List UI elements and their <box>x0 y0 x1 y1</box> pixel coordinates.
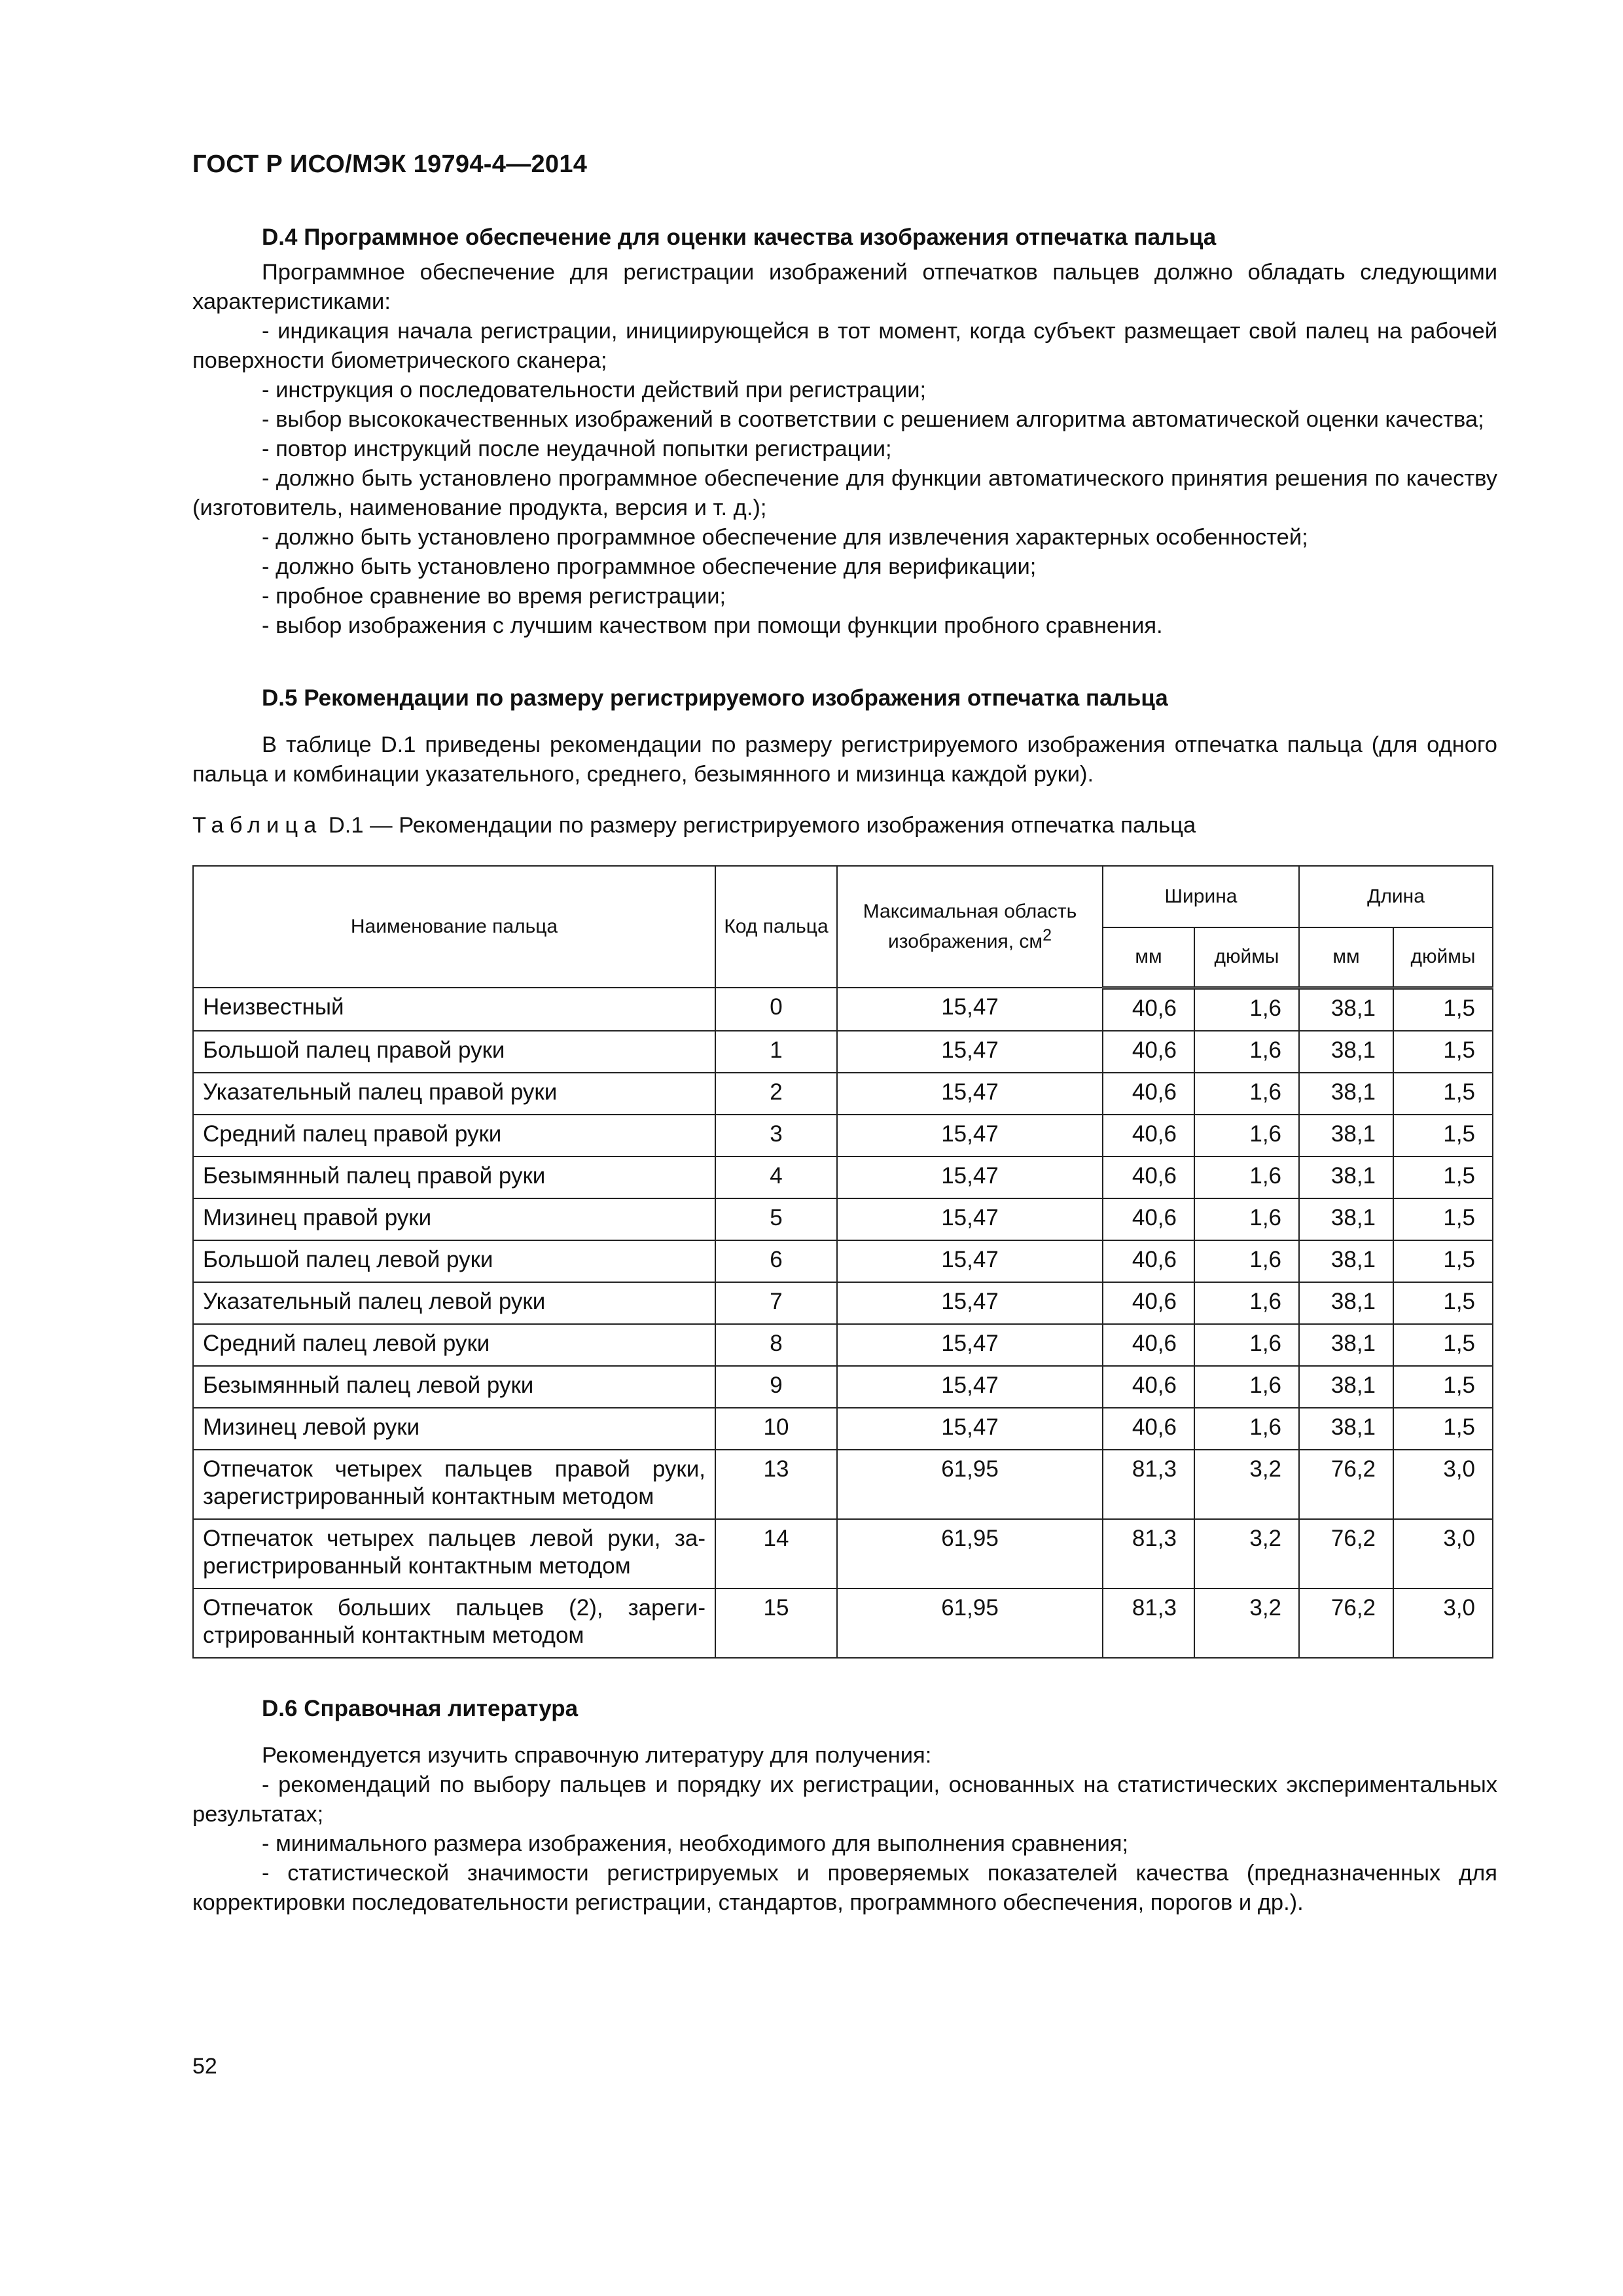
header-length-inches: дюймы <box>1393 927 1493 988</box>
cell-width-in: 1,6 <box>1194 1031 1299 1073</box>
cell-length-in: 3,0 <box>1393 1588 1493 1658</box>
cell-width-in: 1,6 <box>1194 988 1299 1031</box>
cell-width-in: 3,2 <box>1194 1588 1299 1658</box>
cell-width-in: 1,6 <box>1194 1324 1299 1366</box>
cell-length-mm: 76,2 <box>1299 1588 1393 1658</box>
list-item: - индикация начала регистрации, инициирующейся в тот момент, когда субъект размещает свой палец на рабочей поверхности биометрического сканера; <box>192 319 1497 373</box>
cell-width-mm: 81,3 <box>1103 1588 1194 1658</box>
cell-area: 15,47 <box>837 1073 1103 1115</box>
cell-length-mm: 38,1 <box>1299 1408 1393 1450</box>
cell-width-mm: 40,6 <box>1103 1408 1194 1450</box>
cell-width-in: 1,6 <box>1194 1157 1299 1198</box>
cell-area: 15,47 <box>837 1408 1103 1450</box>
list-item: - инструкция о последовательности действий при регистрации; <box>262 378 927 403</box>
table-row <box>193 1073 1493 1115</box>
header-max-area <box>837 866 1103 988</box>
cell-width-in: 1,6 <box>1194 1366 1299 1408</box>
cell-area: 61,95 <box>837 1519 1103 1588</box>
table-row <box>193 1115 1493 1157</box>
cell-area: 15,47 <box>837 1157 1103 1198</box>
cell-code: 8 <box>715 1324 837 1366</box>
table-caption <box>192 813 1196 838</box>
cell-area: 15,47 <box>837 988 1103 1031</box>
cell-width-in: 1,6 <box>1194 1073 1299 1115</box>
cell-code: 1 <box>715 1031 837 1073</box>
table-row <box>193 1282 1493 1324</box>
cell-width-mm: 81,3 <box>1103 1450 1194 1519</box>
page-number: 52 <box>192 2054 217 2079</box>
cell-width-mm: 81,3 <box>1103 1519 1194 1588</box>
table-caption-text: D.1 — Рекомендации по размеру регистрируемого изображения отпечатка пальца <box>322 813 1196 838</box>
list-item: - повтор инструкций после неудачной попытки регистрации; <box>262 437 892 461</box>
list-item: - пробное сравнение во время регистрации; <box>262 584 726 609</box>
section-heading: D.6 Справочная литература <box>262 1696 579 1721</box>
cell-width-mm: 40,6 <box>1103 1324 1194 1366</box>
cell-code: 4 <box>715 1157 837 1198</box>
cell-length-in: 1,5 <box>1393 1282 1493 1324</box>
cell-width-mm: 40,6 <box>1103 1031 1194 1073</box>
finger-size-table <box>192 865 1493 1659</box>
cell-length-mm: 38,1 <box>1299 1115 1393 1157</box>
cell-code: 6 <box>715 1240 837 1282</box>
cell-length-in: 1,5 <box>1393 1366 1493 1408</box>
table-caption-label: Таблица <box>192 813 323 838</box>
cell-code: 14 <box>715 1519 837 1588</box>
cell-length-mm: 38,1 <box>1299 1031 1393 1073</box>
cell-name: Отпечаток четырех пальцев левой руки, зарегистрированный контактным методом <box>193 1519 715 1588</box>
cell-code: 5 <box>715 1198 837 1240</box>
cell-area: 15,47 <box>837 1366 1103 1408</box>
cell-width-mm: 40,6 <box>1103 1240 1194 1282</box>
list-item: - минимального размера изображения, необходимого для выполнения сравнения; <box>262 1831 1129 1856</box>
cell-width-mm: 40,6 <box>1103 1115 1194 1157</box>
table-row <box>193 1519 1493 1588</box>
table-row <box>193 988 1493 1031</box>
cell-area: 15,47 <box>837 1240 1103 1282</box>
cell-width-in: 1,6 <box>1194 1115 1299 1157</box>
table-row <box>193 1198 1493 1240</box>
cell-width-in: 3,2 <box>1194 1519 1299 1588</box>
cell-name: Неизвестный <box>193 988 715 1031</box>
cell-width-mm: 40,6 <box>1103 1157 1194 1198</box>
header-width-inches: дюймы <box>1194 927 1299 988</box>
header-width: Ширина <box>1103 866 1299 927</box>
cell-length-mm: 38,1 <box>1299 1324 1393 1366</box>
cell-code: 13 <box>715 1450 837 1519</box>
cell-area: 61,95 <box>837 1450 1103 1519</box>
cell-code: 2 <box>715 1073 837 1115</box>
paragraph: В таблице D.1 приведены рекомендации по размеру регистрируемого изображения отпечатка пальца (для одного пальца и комбинации указательного, среднего, безымянного и мизинца каждой руки). <box>192 732 1497 787</box>
list-item: - должно быть установлено программное обеспечение для верификации; <box>262 554 1037 579</box>
cell-width-mm: 40,6 <box>1103 1198 1194 1240</box>
cell-length-mm: 76,2 <box>1299 1450 1393 1519</box>
cell-name: Большой палец левой руки <box>193 1240 715 1282</box>
cell-length-in: 1,5 <box>1393 988 1493 1031</box>
section-d5 <box>192 683 1497 789</box>
table-row <box>193 1240 1493 1282</box>
cell-length-mm: 38,1 <box>1299 1157 1393 1198</box>
cell-length-in: 1,5 <box>1393 1408 1493 1450</box>
cell-length-in: 1,5 <box>1393 1157 1493 1198</box>
header-max-area-sup: 2 <box>1043 926 1052 944</box>
cell-width-in: 3,2 <box>1194 1450 1299 1519</box>
paragraph: Рекомендуется изучить справочную литературу для получения: <box>262 1743 932 1768</box>
cell-code: 15 <box>715 1588 837 1658</box>
cell-width-mm: 40,6 <box>1103 988 1194 1031</box>
cell-name: Указательный палец правой руки <box>193 1073 715 1115</box>
list-item: - должно быть установлено программное обеспечение для функции автоматического принятия решения по качеству (изготовитель, наименование продукта, версия и т. д.); <box>192 466 1497 520</box>
cell-width-mm: 40,6 <box>1103 1282 1194 1324</box>
cell-name: Указательный палец левой руки <box>193 1282 715 1324</box>
cell-code: 10 <box>715 1408 837 1450</box>
list-item: - выбор изображения с лучшим качеством при помощи функции пробного сравнения. <box>262 613 1163 638</box>
table-row <box>193 1031 1493 1073</box>
document-code-header: ГОСТ Р ИСО/МЭК 19794-4—2014 <box>192 151 588 178</box>
cell-width-mm: 40,6 <box>1103 1366 1194 1408</box>
cell-length-in: 3,0 <box>1393 1519 1493 1588</box>
cell-name: Безымянный палец левой руки <box>193 1366 715 1408</box>
cell-width-in: 1,6 <box>1194 1282 1299 1324</box>
cell-area: 15,47 <box>837 1031 1103 1073</box>
table-row <box>193 1324 1493 1366</box>
cell-width-in: 1,6 <box>1194 1198 1299 1240</box>
header-finger-name: Наименование пальца <box>193 866 715 988</box>
cell-name: Мизинец правой руки <box>193 1198 715 1240</box>
cell-name: Безымянный палец правой руки <box>193 1157 715 1198</box>
section-d6 <box>192 1694 1497 1918</box>
cell-length-in: 1,5 <box>1393 1073 1493 1115</box>
paragraph: Программное обеспечение для регистрации изображений отпечатков пальцев должно обладать следующими характеристиками: <box>192 260 1497 314</box>
cell-name: Большой палец правой руки <box>193 1031 715 1073</box>
cell-name: Мизинец левой руки <box>193 1408 715 1450</box>
cell-area: 15,47 <box>837 1115 1103 1157</box>
cell-area: 61,95 <box>837 1588 1103 1658</box>
cell-length-in: 1,5 <box>1393 1240 1493 1282</box>
list-item: - статистической значимости регистрируемых и проверяемых показателей качества (предназначенных для корректировки последовательности регистрации, стандартов, программного обеспечения, порогов и др.). <box>192 1861 1497 1915</box>
cell-length-mm: 38,1 <box>1299 1198 1393 1240</box>
header-length-mm: мм <box>1299 927 1393 988</box>
header-width-mm: мм <box>1103 927 1194 988</box>
cell-area: 15,47 <box>837 1324 1103 1366</box>
cell-length-mm: 38,1 <box>1299 1240 1393 1282</box>
header-finger-code: Код пальца <box>715 866 837 988</box>
cell-length-in: 1,5 <box>1393 1031 1493 1073</box>
cell-length-mm: 38,1 <box>1299 988 1393 1031</box>
section-heading: D.5 Рекомендации по размеру регистрируемого изображения отпечатка пальца <box>262 685 1168 711</box>
list-item: - рекомендаций по выбору пальцев и порядку их регистрации, основанных на статистических экспериментальных результатах; <box>192 1772 1497 1827</box>
cell-code: 7 <box>715 1282 837 1324</box>
table-row <box>193 1157 1493 1198</box>
cell-area: 15,47 <box>837 1282 1103 1324</box>
cell-length-in: 1,5 <box>1393 1324 1493 1366</box>
cell-code: 3 <box>715 1115 837 1157</box>
list-item: - выбор высококачественных изображений в соответствии с решением алгоритма автоматической оценки качества; <box>262 407 1484 432</box>
cell-name: Средний палец левой руки <box>193 1324 715 1366</box>
cell-length-mm: 38,1 <box>1299 1282 1393 1324</box>
cell-length-mm: 38,1 <box>1299 1073 1393 1115</box>
header-max-area-text: Максимальная область изображения, см <box>863 901 1077 952</box>
table-row <box>193 1366 1493 1408</box>
cell-width-in: 1,6 <box>1194 1408 1299 1450</box>
cell-length-mm: 38,1 <box>1299 1366 1393 1408</box>
table-row <box>193 1450 1493 1519</box>
cell-width-in: 1,6 <box>1194 1240 1299 1282</box>
cell-width-mm: 40,6 <box>1103 1073 1194 1115</box>
table-row <box>193 1588 1493 1658</box>
header-length: Длина <box>1299 866 1493 927</box>
list-item: - должно быть установлено программное обеспечение для извлечения характерных особенностей; <box>262 525 1308 550</box>
cell-name: Средний палец правой руки <box>193 1115 715 1157</box>
cell-length-in: 3,0 <box>1393 1450 1493 1519</box>
cell-name: Отпечаток больших пальцев (2), зарегистрированный контактным методом <box>193 1588 715 1658</box>
cell-code: 9 <box>715 1366 837 1408</box>
cell-name: Отпечаток четырех пальцев правой руки, зарегистрированный контактным методом <box>193 1450 715 1519</box>
cell-length-in: 1,5 <box>1393 1115 1493 1157</box>
cell-code: 0 <box>715 988 837 1031</box>
cell-length-mm: 76,2 <box>1299 1519 1393 1588</box>
cell-length-in: 1,5 <box>1393 1198 1493 1240</box>
section-d4 <box>192 223 1497 641</box>
section-heading: D.4 Программное обеспечение для оценки качества изображения отпечатка пальца <box>262 224 1217 250</box>
cell-area: 15,47 <box>837 1198 1103 1240</box>
table-row <box>193 1408 1493 1450</box>
